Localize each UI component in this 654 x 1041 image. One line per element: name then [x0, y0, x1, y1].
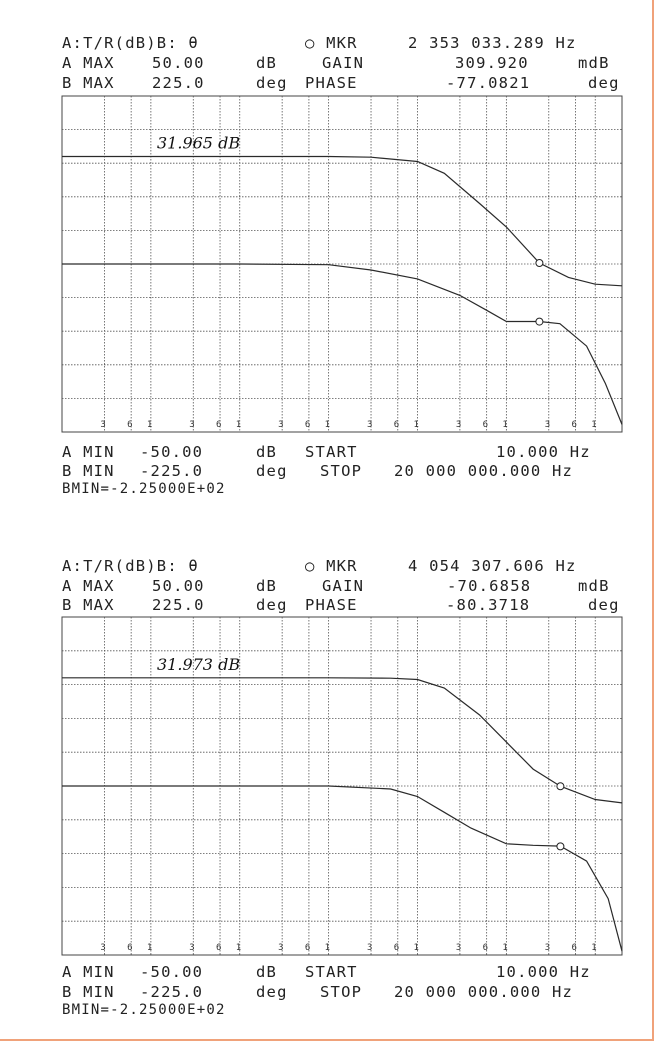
panel1-a-max-unit: dB: [256, 54, 278, 72]
panel2-marker-label: ○ MKR: [305, 557, 358, 575]
panel2-a-min-label: A MIN: [62, 963, 115, 981]
panel2-gain-value: -70.6858: [447, 577, 532, 595]
panel1-marker-label: ○ MKR: [305, 34, 358, 52]
panel1-x-tick-label: 3: [544, 420, 551, 430]
panel1-handwritten-annotation: 31.965 dB: [157, 133, 241, 153]
panel2-phase-label: PHASE: [305, 596, 358, 614]
panel1-start-value: 10.000 Hz: [496, 443, 591, 461]
panel1-x-tick-label: 6: [304, 420, 311, 430]
panel2-gain-unit: mdB: [578, 577, 610, 595]
panel1-x-tick-label: 3: [100, 420, 106, 430]
panel1-x-tick-label: 6: [216, 420, 222, 430]
panel2-phase-value: -80.3718: [446, 596, 531, 614]
panel2-b-max-unit: deg: [256, 596, 288, 614]
panel1-marker-freq: 2 353 033.289 Hz: [408, 34, 577, 52]
panel1-x-tick-label: 6: [482, 420, 489, 430]
panel1-x-tick-label: 3: [367, 420, 373, 430]
panel2-x-tick-label: 1: [324, 943, 331, 953]
panel2-gain-label: GAIN: [322, 577, 365, 595]
panel2-phase-marker: [557, 843, 564, 850]
panel1-stop-label: STOP: [320, 462, 363, 480]
panel1-x-tick-label: 1: [324, 420, 331, 430]
panel1-x-tick-label: 6: [393, 420, 400, 430]
panel2-marker-freq: 4 054 307.606 Hz: [408, 557, 577, 575]
panel1-x-tick-label: 1: [146, 420, 153, 430]
panel2-x-tick-label: 6: [393, 943, 400, 953]
panel1-b-min-unit: deg: [256, 462, 288, 480]
panel1-x-tick-label: 1: [591, 420, 597, 430]
panel1-x-tick-label: 3: [455, 420, 462, 430]
panel2-b-max-label: B MAX: [62, 596, 115, 614]
panel2-a-max-label: A MAX: [62, 577, 115, 595]
panel1-phase-marker: [536, 318, 543, 325]
panel2-x-tick-label: 1: [235, 943, 242, 953]
panel2-start-label: START: [305, 963, 358, 981]
panel2-stop-label: STOP: [320, 983, 363, 1001]
panel1-b-min-label: B MIN: [62, 462, 115, 480]
panel1-a-min-label: A MIN: [62, 443, 115, 461]
panel1-a-max-label: A MAX: [62, 54, 115, 72]
panel1-x-tick-label: 1: [235, 420, 242, 430]
panel1-a-min-value: -50.00: [140, 443, 204, 461]
panel1-b-min-value: -225.0: [140, 462, 204, 480]
panel1-x-tick-label: 6: [571, 420, 577, 430]
panel2-mode: A:T/R(dB)B: θ: [62, 557, 199, 575]
panel2-a-min-unit: dB: [256, 963, 278, 981]
panel2-a-max-unit: dB: [256, 577, 278, 595]
panel1-a-max-value: 50.00: [152, 54, 205, 72]
panel2-x-tick-label: 3: [367, 943, 373, 953]
panel1-x-tick-label: 3: [278, 420, 284, 430]
panel2-x-tick-label: 1: [413, 943, 419, 953]
panel2-gain-trace: [62, 678, 622, 803]
panel2-x-tick-label: 6: [127, 943, 133, 953]
panel1-b-max-unit: deg: [256, 74, 288, 92]
panel2-phase-trace: [62, 786, 622, 951]
panel2-a-max-value: 50.00: [152, 577, 205, 595]
panel2-x-tick-label: 3: [544, 943, 551, 953]
panel1-phase-trace: [62, 264, 622, 425]
panel1-mode: A:T/R(dB)B: θ: [62, 34, 199, 52]
panel1-a-min-unit: dB: [256, 443, 278, 461]
panel1-x-tick-label: 1: [502, 420, 508, 430]
panel1-x-tick-label: 3: [189, 420, 195, 430]
panel2-b-min-label: B MIN: [62, 983, 115, 1001]
panel1-phase-value: -77.0821: [446, 74, 531, 92]
panel1-bmin-line: BMIN=-2.25000E+02: [62, 481, 226, 497]
panel2-handwritten-annotation: 31.973 dB: [157, 654, 241, 674]
panel2-x-tick-label: 3: [189, 943, 195, 953]
panel2-bmin-line: BMIN=-2.25000E+02: [62, 1002, 226, 1018]
panel2-x-tick-label: 6: [482, 943, 489, 953]
panel2-b-max-value: 225.0: [152, 596, 205, 614]
panel2-x-tick-label: 1: [591, 943, 597, 953]
panel2-b-min-unit: deg: [256, 983, 288, 1001]
panel1-b-max-label: B MAX: [62, 74, 115, 92]
panel2-start-value: 10.000 Hz: [496, 963, 591, 981]
panel2-x-tick-label: 3: [100, 943, 106, 953]
panel2-b-min-value: -225.0: [140, 983, 204, 1001]
panel2-a-min-value: -50.00: [140, 963, 204, 981]
panel2-x-tick-label: 6: [216, 943, 222, 953]
panel2-x-tick-label: 3: [455, 943, 462, 953]
panel1-gain-unit: mdB: [578, 54, 610, 72]
panel1-x-tick-label: 6: [127, 420, 133, 430]
panel1-stop-value: 20 000 000.000 Hz: [394, 462, 574, 480]
panel1-phase-label: PHASE: [305, 74, 358, 92]
panel2-x-tick-label: 3: [278, 943, 284, 953]
panel2-gain-marker: [557, 783, 564, 790]
panel1-gain-label: GAIN: [322, 54, 365, 72]
panel2-x-tick-label: 1: [502, 943, 508, 953]
panel1-gain-value: 309.920: [455, 54, 529, 72]
panel1-x-tick-label: 1: [413, 420, 419, 430]
panel1-start-label: START: [305, 443, 358, 461]
panel2-x-tick-label: 6: [571, 943, 577, 953]
panel1-b-max-value: 225.0: [152, 74, 205, 92]
panel1-gain-marker: [536, 259, 543, 266]
panel2-x-tick-label: 1: [146, 943, 153, 953]
panel2-phase-unit: deg: [588, 596, 620, 614]
panel1-phase-unit: deg: [588, 74, 620, 92]
panel2-x-tick-label: 6: [304, 943, 311, 953]
panel2-stop-value: 20 000 000.000 Hz: [394, 983, 574, 1001]
